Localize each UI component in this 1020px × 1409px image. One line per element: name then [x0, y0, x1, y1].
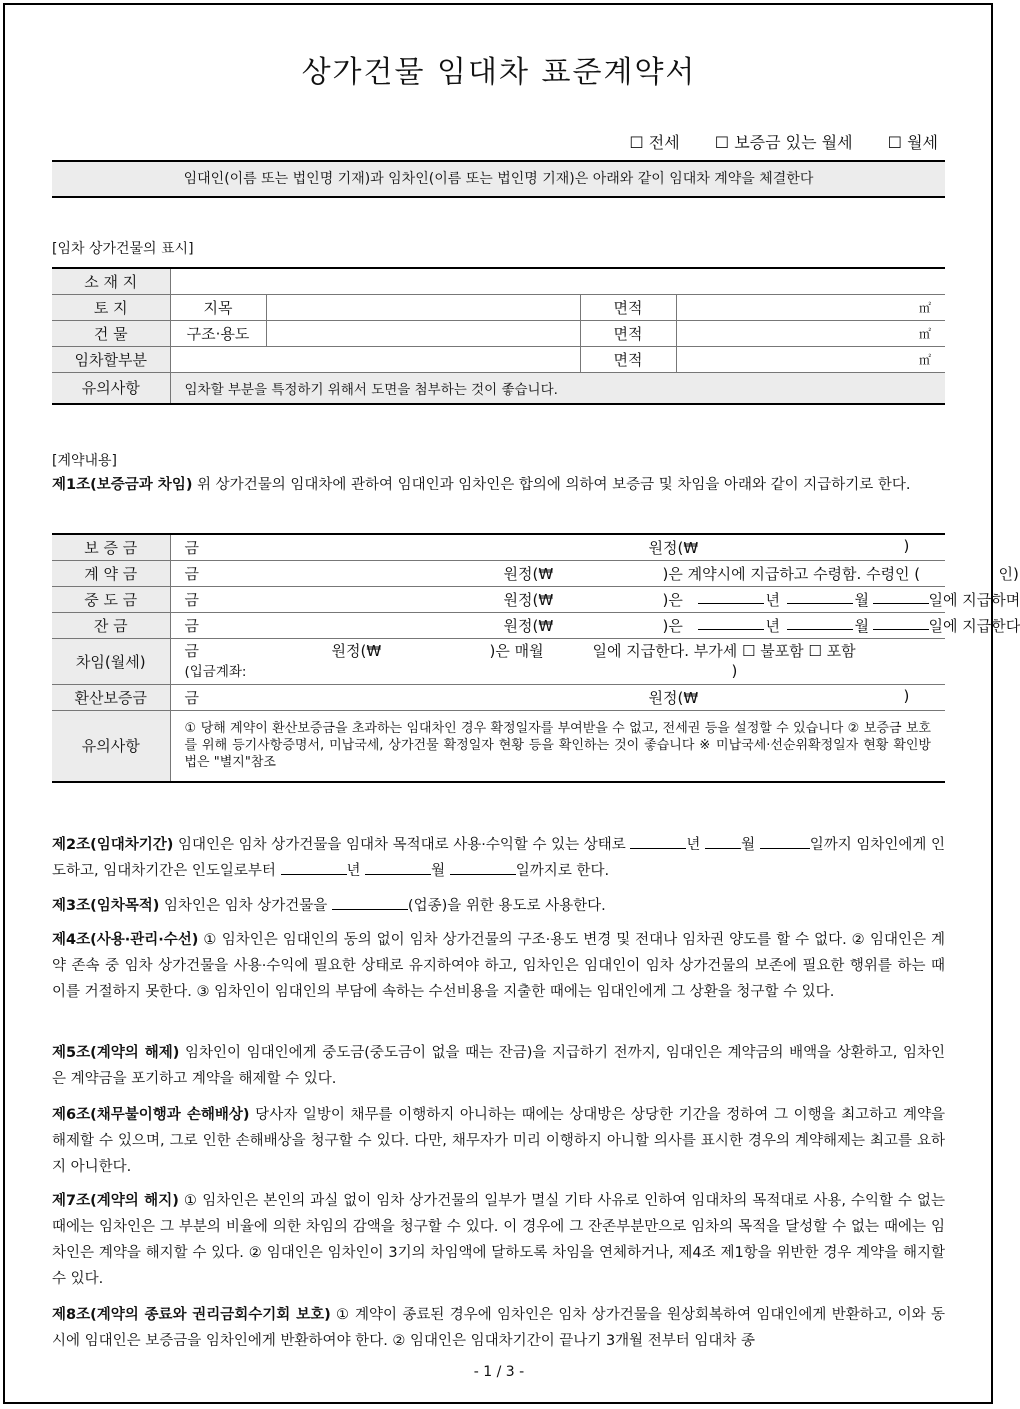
deposit-field[interactable]: [170, 534, 945, 560]
leased-area-field[interactable]: [676, 346, 945, 372]
table-row: [52, 294, 945, 320]
rent-label: 차임(월세): [52, 638, 170, 684]
article-4-text: ① 임차인은 임대인의 동의 없이 임차 상가건물의 구조·용도 변경 및 전대나 임차권 양도를 할 수 없다. ② 임대인은 계약 존속 중 임차 상가건물을 사용·수익에 필요한 상태로 유지하여야 하고, 임차인은 임대인이 임차 상가건물의 보존에 필요한 행위를 하는 때 이를 거절하지 못한다. ③ 임차인이 임대인의 부담에 속하는 수선비용을 지출한 때에는 임대인에게 그 상환을 청구할 수 있다.: [52, 932, 945, 1000]
geum-text: 금: [184, 641, 199, 660]
month-blank[interactable]: [705, 834, 741, 849]
won-text: 원정(₩: [648, 538, 699, 557]
article-3-text: 임차인은 임차 상가건물을: [159, 898, 332, 914]
day-blank[interactable]: [450, 860, 516, 875]
article-2-text-3: 일까지로 한다.: [515, 863, 610, 879]
converted-deposit-label: 환산보증금: [52, 684, 170, 710]
table-row: [52, 586, 945, 612]
article-3-text-2: (업종)을 위한 용도로 사용한다.: [407, 898, 606, 914]
article-3: [52, 893, 945, 919]
eun-text: )은: [662, 616, 683, 635]
geum-text: 금: [184, 538, 199, 557]
building-structure-field[interactable]: [266, 320, 580, 346]
location-label: 소 재 지: [52, 268, 170, 294]
land-category-label: 지목: [170, 294, 266, 320]
close-paren: ): [903, 536, 910, 555]
table-row: [52, 346, 945, 372]
month-text: 월: [741, 837, 756, 853]
table-row: [52, 710, 945, 782]
location-field[interactable]: [170, 268, 945, 294]
property-note-text: 임차할 부분을 특정하기 위해서 도면을 첨부하는 것이 좋습니다.: [170, 372, 945, 404]
converted-deposit-field[interactable]: [170, 684, 945, 710]
article-1-text: 위 상가건물의 임대차에 관하여 임대인과 임차인은 합의에 의하여 보증금 및 차임을 아래와 같이 지급하기로 한다.: [192, 477, 911, 493]
interim-label: 중 도 금: [52, 586, 170, 612]
year-text: 년: [765, 590, 780, 609]
day-blank[interactable]: [760, 834, 810, 849]
business-type-blank[interactable]: [332, 895, 408, 910]
payment-table: [52, 533, 1020, 783]
article-1: [52, 472, 945, 498]
month-text: 월: [854, 590, 869, 609]
article-2-text: 임대인은 임차 상가건물을 임대차 목적대로 사용·수익할 수 있는 상태로: [173, 837, 631, 853]
won-text: 원정(₩: [331, 641, 382, 660]
type-monthly-checkbox[interactable]: ☐ 월세: [887, 133, 938, 152]
article-5-text: 임차인이 임대인에게 중도금(중도금이 없을 때는 잔금)을 지급하기 전까지, 임대인은 계약금의 배액을 상환하고, 임차인은 계약금을 포기하고 계약을 해제할 수 있다.: [52, 1045, 945, 1087]
land-category-field[interactable]: [266, 294, 580, 320]
won-text: 원정(₩: [648, 688, 699, 707]
day-blank[interactable]: [873, 589, 929, 604]
article-8-text: ① 계약이 종료된 경우에 임차인은 임차 상가건물을 원상회복하여 임대인에게 반환하고, 이와 동시에 임대인은 보증금을 임차인에게 반환하여야 한다. ② 임대인은 임대차기간이 끝나기 3개월 전부터 임대차 종: [52, 1307, 946, 1349]
year-text: 년: [765, 616, 780, 635]
month-blank[interactable]: [365, 860, 431, 875]
table-row: [52, 268, 945, 294]
article-6-text: 당사자 일방이 채무를 이행하지 아니하는 때에는 상대방은 상당한 기간을 정하여 그 이행을 최고하고 계약을 해제할 수 있으며, 그로 인한 손해배상을 청구할 수 있다. 다만, 채무자가 미리 이행하지 아니할 의사를 표시한 경우의 계약해제는 최고를 요하지 아니한다.: [52, 1107, 945, 1175]
month-text: 월: [854, 616, 869, 635]
month-blank[interactable]: [787, 589, 853, 604]
article-7: [52, 1188, 945, 1292]
type-jeonse-checkbox[interactable]: ☐ 전세: [629, 133, 680, 152]
account-text: (입금계좌:: [184, 663, 247, 680]
rent-field[interactable]: [170, 638, 945, 684]
area-unit: ㎡: [918, 352, 931, 367]
building-area-label: 면적: [580, 320, 676, 346]
table-row: [52, 684, 945, 710]
geum-text: 금: [184, 616, 199, 635]
area-unit: ㎡: [918, 300, 931, 315]
balance-field[interactable]: [170, 612, 1020, 638]
balance-end-text: 일에 지급한다: [928, 616, 1020, 635]
leased-area-label: 면적: [580, 346, 676, 372]
eun-text: )은: [662, 590, 683, 609]
article-6-title: 제6조(채무불이행과 손해배상): [52, 1107, 250, 1123]
contract-type-options: [599, 130, 938, 153]
building-area-field[interactable]: [676, 320, 945, 346]
deposit-label: 보 증 금: [52, 534, 170, 560]
contract-heading: [계약내용]: [52, 453, 118, 469]
table-row: [52, 612, 945, 638]
article-2: [52, 832, 945, 884]
won-text: 원정(₩: [503, 590, 554, 609]
payment-notes-label: 유의사항: [52, 710, 170, 782]
interim-field[interactable]: [170, 586, 1020, 612]
property-note-label: 유의사항: [52, 372, 170, 404]
building-label: 건 물: [52, 320, 170, 346]
year-blank[interactable]: [630, 834, 686, 849]
article-6: [52, 1102, 945, 1180]
article-2-title: 제2조(임대차기간): [52, 837, 174, 853]
article-8-title: 제8조(계약의 종료와 권리금회수기회 보호): [52, 1307, 331, 1323]
article-3-title: 제3조(임차목적): [52, 898, 160, 914]
type-deposit-monthly-checkbox[interactable]: ☐ 보증금 있는 월세: [714, 133, 853, 152]
pay-end-text: 일에 지급하며: [928, 590, 1020, 609]
article-7-text: ① 임차인은 본인의 과실 없이 임차 상가건물의 일부가 멸실 기타 사유로 인하여 임대차의 목적대로 사용, 수익할 수 없는 때에는 임차인은 그 부분의 비율에 의한 차임의 감액을 청구할 수 있다. 이 경우에 그 잔존부분만으로 임차의 목적을 달성할 수 없는 때에는 임차인은 계약을 해지할 수 있다. ② 임대인은 임차인이 3기의 차임액에 달하도록 차임을 연체하거나, 제4조 제1항을 위반한 경우 계약을 해지할 수 있다.: [52, 1193, 945, 1287]
year-blank[interactable]: [281, 860, 347, 875]
month-blank[interactable]: [787, 615, 853, 630]
geum-text: 금: [184, 564, 199, 583]
article-4-title: 제4조(사용·관리·수선): [52, 932, 199, 948]
contract-fee-field[interactable]: [170, 560, 1019, 586]
land-label: 토 지: [52, 294, 170, 320]
building-structure-label: 구조·용도: [170, 320, 266, 346]
land-area-label: 면적: [580, 294, 676, 320]
leased-part-field[interactable]: [170, 346, 580, 372]
document-title: 상가건물 임대차 표준계약서: [301, 55, 697, 90]
payment-notes-text: ① 당해 계약이 환산보증금을 초과하는 임대차인 경우 확정일자를 부여받을 수 없고, 전세권 등을 설정할 수 있습니다 ② 보증금 보호를 위해 등기사항증명서, 미납국세, 상가건물 확정일자 현황 등을 확인하는 것이 좋습니다 ※ 미납국세·선순위확정일자 현황 확인방법은 "별지"참조: [170, 710, 945, 782]
leased-part-label: 임차할부분: [52, 346, 170, 372]
geum-text: 금: [184, 590, 199, 609]
intro-statement: 임대인(이름 또는 법인명 기재)과 임차인(이름 또는 법인명 기재)은 아래와 같이 임대차 계약을 체결한다: [52, 160, 945, 198]
article-8: [52, 1302, 945, 1354]
article-5-title: 제5조(계약의 해제): [52, 1045, 180, 1061]
year-blank[interactable]: [698, 615, 764, 630]
geum-text: 금: [184, 688, 199, 707]
contract-fee-tail: )은 계약시에 지급하고 수령함. 수령인 (: [662, 564, 921, 583]
close-paren: ): [903, 686, 910, 705]
won-text: 원정(₩: [503, 616, 554, 635]
table-row: [52, 320, 945, 346]
day-blank[interactable]: [873, 615, 929, 630]
month-text: 월: [431, 863, 446, 879]
rent-tail: )은 매월: [489, 641, 544, 660]
land-area-field[interactable]: [676, 294, 945, 320]
table-row: [52, 560, 945, 586]
page-number: - 1 / 3 -: [473, 1364, 525, 1380]
property-heading: [임차 상가건물의 표시]: [52, 241, 194, 257]
year-text: 년: [686, 837, 701, 853]
close-paren: ): [731, 661, 738, 680]
article-1-title: 제1조(보증금과 차임): [52, 477, 193, 493]
article-5: [52, 1040, 945, 1092]
property-table: [52, 267, 945, 405]
won-text: 원정(₩: [503, 564, 554, 583]
rent-tail-2: 일에 지급한다. 부가세 ☐ 불포함 ☐ 포함: [592, 641, 856, 660]
table-row: [52, 534, 945, 560]
year-blank[interactable]: [698, 589, 764, 604]
table-row: [52, 372, 945, 404]
table-row: [52, 638, 945, 684]
article-7-title: 제7조(계약의 해지): [52, 1193, 179, 1209]
contract-fee-label: 계 약 금: [52, 560, 170, 586]
seal-text: 인): [998, 564, 1019, 583]
area-unit: ㎡: [918, 326, 931, 341]
article-4: [52, 927, 945, 1005]
article-2-text-2: 일까지 임차인에게 인도하고, 임대차기간은 인도일로부터: [52, 837, 946, 879]
year-text: 년: [346, 863, 361, 879]
balance-label: 잔 금: [52, 612, 170, 638]
